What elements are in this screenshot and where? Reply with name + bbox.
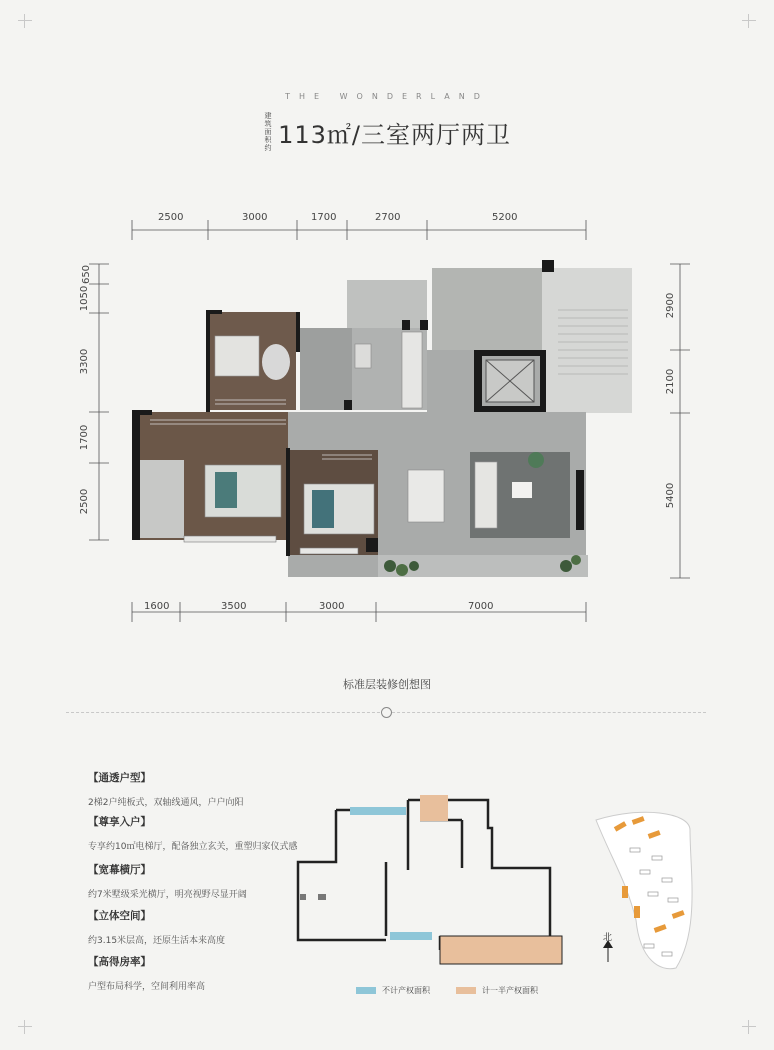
- dim-top-5: 5200: [492, 212, 518, 223]
- dim-left-4: 1700: [79, 424, 91, 451]
- dim-right-2: 2100: [665, 368, 677, 395]
- feature-heading: 【通透户型】: [88, 772, 151, 784]
- north-arrow-icon: [603, 940, 613, 962]
- plan-caption: 标准层装修创想图: [343, 678, 431, 691]
- dim-top-2: 3000: [242, 212, 268, 223]
- page-title: 113㎡/三室两厅两卫: [278, 120, 511, 149]
- dim-top-4: 2700: [375, 212, 401, 223]
- north-label: 北: [603, 933, 613, 943]
- feature-heading: 【宽幕横厅】: [88, 864, 151, 876]
- dim-left-3: 3300: [79, 348, 91, 375]
- subtitle: THE WONDERLAND: [285, 92, 489, 101]
- legend-label: 计一半产权面积: [482, 986, 538, 995]
- feature-heading: 【尊享入户】: [88, 816, 151, 828]
- legend-swatch: [356, 987, 376, 994]
- legend-item: [456, 985, 538, 996]
- dim-right-3: 5400: [665, 482, 677, 509]
- dim-left-5: 2500: [79, 488, 91, 515]
- legend-item: [356, 985, 430, 996]
- dim-left-2: 650: [81, 264, 93, 285]
- dim-right-1: 2900: [665, 292, 677, 319]
- feature-desc: 约3.15米层高，还原生活本来高度: [88, 936, 226, 946]
- dim-left-1: 1050: [79, 285, 91, 312]
- legend-label: 不计产权面积: [382, 986, 430, 995]
- feature-desc: 约7米墅级采光横厅，明亮视野尽显开阔: [88, 890, 247, 900]
- legend-swatch: [456, 987, 476, 994]
- dim-bottom-1: 1600: [144, 601, 170, 612]
- feature-heading: 【高得房率】: [88, 956, 151, 968]
- feature-desc: 专享约10㎡电梯厅，配备独立玄关，重塑归家仪式感: [88, 842, 298, 852]
- dim-bottom-3: 3000: [319, 601, 345, 612]
- dim-bottom-4: 7000: [468, 601, 494, 612]
- dim-top-3: 1700: [311, 212, 337, 223]
- title-prefix: 建筑面积约: [264, 112, 272, 152]
- feature-desc: 户型布局科学，空间利用率高: [88, 982, 206, 992]
- feature-heading: 【立体空间】: [88, 910, 151, 922]
- feature-desc: 2梯2户纯板式，双轴线通风，户户向阳: [88, 798, 244, 808]
- dim-top-1: 2500: [158, 212, 184, 223]
- dim-bottom-2: 3500: [221, 601, 247, 612]
